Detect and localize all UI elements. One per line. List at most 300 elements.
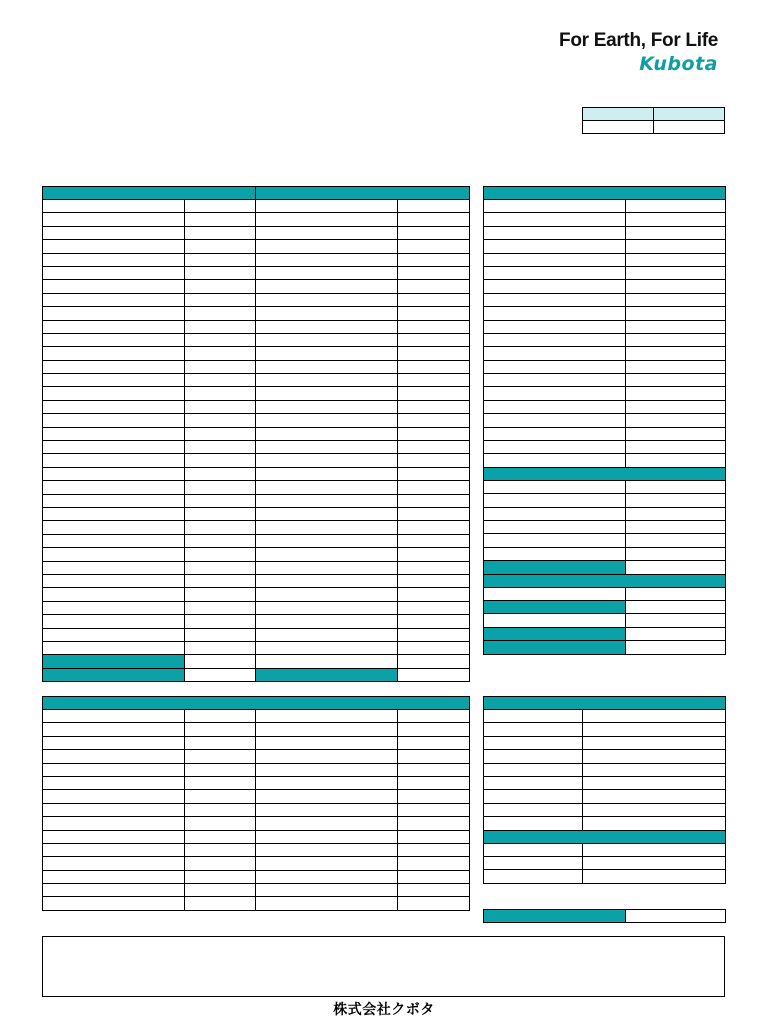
table-cell (185, 884, 256, 897)
table-row (484, 387, 726, 400)
table-cell (484, 534, 626, 547)
table-cell (583, 790, 726, 803)
table-cell (256, 387, 398, 400)
table-row (484, 467, 726, 480)
table-cell (398, 347, 470, 360)
table-cell (185, 857, 256, 870)
table-cell (43, 750, 185, 763)
section-header-cell (256, 668, 398, 681)
table-cell (43, 333, 185, 346)
table-cell (484, 427, 626, 440)
table-row (484, 790, 726, 803)
table-cell (256, 548, 398, 561)
table-row (484, 870, 726, 883)
table-cell (185, 897, 256, 910)
table-row (43, 333, 470, 346)
table-cell (626, 253, 726, 266)
table-row (43, 467, 470, 480)
table-cell (256, 400, 398, 413)
table-row (484, 763, 726, 776)
table-row (43, 307, 470, 320)
table-row (484, 817, 726, 830)
table-cell (398, 374, 470, 387)
table-cell (43, 615, 185, 628)
table-cell (185, 548, 256, 561)
section-header-cell (484, 574, 726, 587)
table-cell (43, 481, 185, 494)
table-cell (256, 763, 398, 776)
table-cell (256, 507, 398, 520)
table-row (484, 641, 726, 654)
table-cell (398, 884, 470, 897)
table-cell (626, 910, 726, 923)
table-row (43, 293, 470, 306)
table-cell (398, 830, 470, 843)
table-cell (398, 507, 470, 520)
table-row (484, 253, 726, 266)
table-row (484, 710, 726, 723)
table-cell (484, 213, 626, 226)
table-cell (398, 668, 470, 681)
table-cell (43, 857, 185, 870)
table-row (484, 910, 726, 923)
table-cell (626, 280, 726, 293)
table-cell (43, 427, 185, 440)
table-cell (43, 467, 185, 480)
table-cell (484, 293, 626, 306)
table-row (43, 253, 470, 266)
table-cell (398, 240, 470, 253)
table-row (43, 347, 470, 360)
table-cell (398, 641, 470, 654)
table-cell (43, 710, 185, 723)
table-row (43, 187, 470, 200)
table-cell (256, 655, 398, 668)
table-row (43, 697, 470, 710)
table-row (484, 240, 726, 253)
table-cell (185, 561, 256, 574)
table-cell (185, 467, 256, 480)
table-row (43, 400, 470, 413)
table-row (43, 387, 470, 400)
table-cell (256, 333, 398, 346)
table-cell (43, 521, 185, 534)
table-cell (484, 750, 583, 763)
table-cell (185, 750, 256, 763)
table-row (43, 817, 470, 830)
table-row (484, 293, 726, 306)
table-cell (626, 641, 726, 654)
table-cell (256, 320, 398, 333)
table-cell (185, 213, 256, 226)
table-row (43, 710, 470, 723)
table-cell (43, 628, 185, 641)
table-cell (43, 293, 185, 306)
table-row (43, 615, 470, 628)
table-cell (256, 817, 398, 830)
table-cell (256, 897, 398, 910)
table-cell (484, 870, 583, 883)
table-cell (185, 387, 256, 400)
table-cell (256, 521, 398, 534)
table-row (484, 776, 726, 789)
footer-company-logo: 株式会社クボタ (333, 1002, 435, 1018)
table-cell (185, 333, 256, 346)
table-cell (185, 441, 256, 454)
table-cell (256, 414, 398, 427)
table-row (484, 574, 726, 587)
table-row (43, 494, 470, 507)
table-cell (43, 641, 185, 654)
table-cell (256, 870, 398, 883)
table-cell (484, 387, 626, 400)
table-cell (43, 870, 185, 883)
table-row (43, 830, 470, 843)
table-cell (484, 776, 583, 789)
table-cell (256, 843, 398, 856)
table-cell (185, 655, 256, 668)
table-cell (43, 736, 185, 749)
table-cell (185, 494, 256, 507)
table-cell (484, 614, 626, 627)
table-cell (583, 710, 726, 723)
table-row (43, 414, 470, 427)
table-cell (43, 507, 185, 520)
table-row (484, 454, 726, 467)
table-cell (626, 534, 726, 547)
table-row (484, 441, 726, 454)
table-row (484, 697, 726, 710)
table-cell (185, 736, 256, 749)
table-cell (398, 200, 470, 213)
table-cell (626, 427, 726, 440)
table-cell (256, 830, 398, 843)
table-cell (43, 534, 185, 547)
table-cell (398, 307, 470, 320)
table-row (43, 857, 470, 870)
table-cell (484, 736, 583, 749)
table-cell (398, 843, 470, 856)
table-row (43, 534, 470, 547)
table-cell (398, 494, 470, 507)
table-cell (185, 253, 256, 266)
table-cell (626, 400, 726, 413)
table-cell (185, 347, 256, 360)
table-cell (398, 521, 470, 534)
table-row (43, 320, 470, 333)
section-header-cell (484, 641, 626, 654)
table-cell (185, 374, 256, 387)
table-cell (185, 521, 256, 534)
lower-spec-table (42, 696, 470, 911)
section-header-cell (43, 655, 185, 668)
table-cell (185, 280, 256, 293)
table-cell (43, 280, 185, 293)
table-cell (398, 280, 470, 293)
table-cell (256, 884, 398, 897)
table-cell (185, 803, 256, 816)
table-cell (484, 790, 583, 803)
table-cell (43, 200, 185, 213)
table-cell (256, 790, 398, 803)
table-cell (43, 548, 185, 561)
table-cell (43, 884, 185, 897)
table-cell (484, 494, 626, 507)
table-cell (43, 574, 185, 587)
table-cell (626, 507, 726, 520)
table-cell (256, 266, 398, 279)
table-cell (256, 280, 398, 293)
table-row (484, 226, 726, 239)
right-spec-table (483, 186, 726, 655)
brand-tagline: For Earth, For Life (559, 30, 718, 51)
table-cell (185, 507, 256, 520)
table-cell (398, 481, 470, 494)
table-row (43, 790, 470, 803)
table-row (43, 507, 470, 520)
table-cell (484, 480, 626, 493)
table-cell (398, 400, 470, 413)
table-cell (256, 534, 398, 547)
table-cell (398, 601, 470, 614)
table-cell (626, 320, 726, 333)
section-header-cell (256, 187, 470, 200)
table-cell (256, 374, 398, 387)
table-cell (398, 750, 470, 763)
table-row (484, 400, 726, 413)
table-cell (43, 266, 185, 279)
table-cell (398, 213, 470, 226)
table-row (484, 803, 726, 816)
section-header-cell (484, 830, 726, 843)
table-cell (484, 856, 583, 869)
section-header-cell (43, 697, 470, 710)
table-row (484, 200, 726, 213)
table-cell (256, 293, 398, 306)
table-cell (398, 710, 470, 723)
table-cell (185, 427, 256, 440)
table-cell (185, 320, 256, 333)
table-cell (484, 520, 626, 533)
table-cell (484, 507, 626, 520)
kubota-logo: Kubota (639, 53, 718, 75)
table-cell (398, 723, 470, 736)
table-cell (484, 723, 583, 736)
table-cell (484, 200, 626, 213)
table-row (484, 480, 726, 493)
table-cell (398, 467, 470, 480)
table-cell (256, 641, 398, 654)
table-cell (256, 574, 398, 587)
table-cell (256, 750, 398, 763)
table-row (43, 441, 470, 454)
table-row (484, 587, 726, 600)
table-cell (256, 441, 398, 454)
table-row (484, 830, 726, 843)
table-cell (185, 641, 256, 654)
table-row (43, 454, 470, 467)
table-row (43, 280, 470, 293)
table-cell (583, 843, 726, 856)
table-cell (185, 307, 256, 320)
table-row (484, 266, 726, 279)
table-cell (398, 817, 470, 830)
table-row (484, 187, 726, 200)
table-cell (185, 817, 256, 830)
table-cell (256, 226, 398, 239)
table-row (484, 534, 726, 547)
table-cell (626, 480, 726, 493)
table-row (484, 307, 726, 320)
table-cell (256, 467, 398, 480)
table-cell (185, 588, 256, 601)
table-cell (185, 266, 256, 279)
section-header-cell (484, 187, 726, 200)
table-cell (484, 454, 626, 467)
table-cell (43, 414, 185, 427)
table-row (484, 333, 726, 346)
table-cell (256, 427, 398, 440)
table-row (43, 870, 470, 883)
table-cell (43, 360, 185, 373)
table-cell (256, 588, 398, 601)
section-header-cell (484, 910, 626, 923)
table-cell (484, 587, 626, 600)
section-header-cell (43, 187, 256, 200)
table-cell (398, 870, 470, 883)
table-row (43, 521, 470, 534)
table-cell (398, 427, 470, 440)
table-cell (398, 561, 470, 574)
table-cell (185, 830, 256, 843)
table-cell (43, 213, 185, 226)
table-cell (626, 333, 726, 346)
doc-id-value-cell (583, 121, 654, 134)
table-cell (484, 347, 626, 360)
table-cell (398, 454, 470, 467)
table-cell (484, 253, 626, 266)
table-cell (256, 347, 398, 360)
table-cell (484, 843, 583, 856)
table-row (484, 213, 726, 226)
table-cell (484, 803, 583, 816)
table-cell (185, 574, 256, 587)
table-cell (398, 360, 470, 373)
table-cell (626, 226, 726, 239)
table-row (484, 723, 726, 736)
section-header-cell (484, 600, 626, 613)
table-cell (185, 723, 256, 736)
table-cell (256, 736, 398, 749)
table-cell (43, 494, 185, 507)
table-cell (626, 561, 726, 574)
table-row (43, 763, 470, 776)
table-row (43, 548, 470, 561)
table-cell (484, 414, 626, 427)
main-spec-table (42, 186, 470, 682)
table-cell (626, 266, 726, 279)
table-cell (43, 441, 185, 454)
table-cell (256, 253, 398, 266)
table-cell (256, 857, 398, 870)
table-row (484, 494, 726, 507)
table-cell (583, 736, 726, 749)
table-cell (484, 320, 626, 333)
table-cell (256, 240, 398, 253)
table-cell (398, 857, 470, 870)
table-cell (185, 226, 256, 239)
table-cell (626, 293, 726, 306)
table-cell (43, 763, 185, 776)
table-cell (398, 226, 470, 239)
remarks-box (42, 936, 725, 997)
table-cell (185, 601, 256, 614)
table-cell (398, 803, 470, 816)
table-cell (626, 213, 726, 226)
table-row (43, 668, 470, 681)
table-cell (484, 817, 583, 830)
table-cell (256, 200, 398, 213)
table-cell (626, 414, 726, 427)
table-row (43, 736, 470, 749)
table-row (43, 481, 470, 494)
table-cell (185, 628, 256, 641)
table-cell (398, 628, 470, 641)
table-cell (583, 763, 726, 776)
table-cell (43, 588, 185, 601)
table-row (43, 843, 470, 856)
table-cell (398, 897, 470, 910)
table-row (484, 547, 726, 560)
table-cell (256, 601, 398, 614)
table-cell (626, 200, 726, 213)
table-cell (398, 266, 470, 279)
table-cell (398, 534, 470, 547)
table-cell (626, 587, 726, 600)
table-cell (256, 803, 398, 816)
table-cell (43, 253, 185, 266)
table-cell (256, 307, 398, 320)
table-cell (43, 226, 185, 239)
doc-id-header-cell (654, 108, 725, 121)
table-cell (256, 561, 398, 574)
table-row (484, 520, 726, 533)
table-cell (185, 414, 256, 427)
table-cell (43, 454, 185, 467)
document-id-table (582, 107, 725, 134)
table-cell (583, 750, 726, 763)
table-cell (626, 441, 726, 454)
table-cell (398, 588, 470, 601)
table-cell (185, 790, 256, 803)
table-row (484, 856, 726, 869)
table-cell (398, 320, 470, 333)
table-cell (185, 710, 256, 723)
table-cell (43, 374, 185, 387)
table-cell (398, 387, 470, 400)
table-cell (626, 347, 726, 360)
doc-id-value-cell (654, 121, 725, 134)
table-cell (626, 307, 726, 320)
table-cell (626, 614, 726, 627)
table-cell (256, 213, 398, 226)
table-cell (185, 870, 256, 883)
table-cell (626, 600, 726, 613)
table-row (43, 628, 470, 641)
table-cell (185, 668, 256, 681)
table-row (43, 374, 470, 387)
table-cell (626, 520, 726, 533)
